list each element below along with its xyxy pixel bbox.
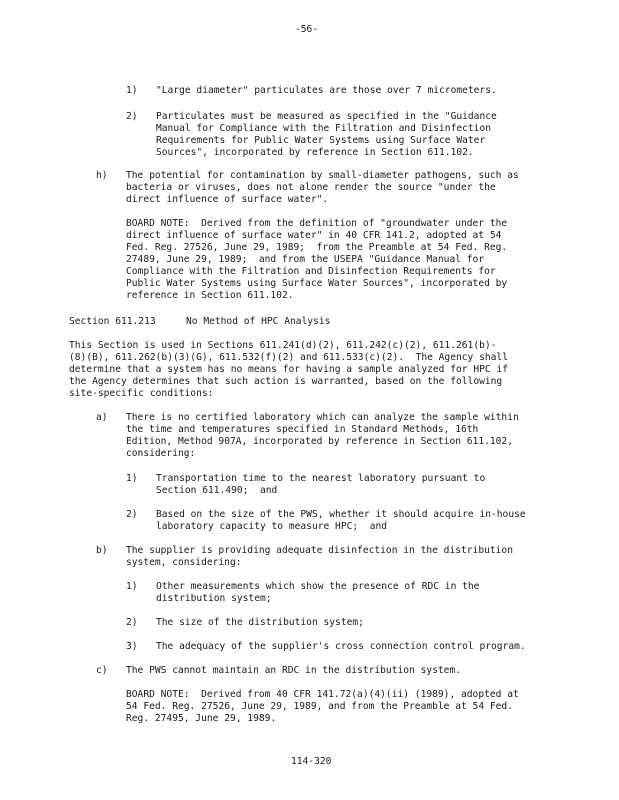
intro-line: determine that a system has no means for having a sample analyzed for HPC if xyxy=(69,364,508,375)
list-2-label: 2) xyxy=(126,111,138,122)
list-2-text xyxy=(156,111,497,159)
item-b-sub-1-line: distribution system; xyxy=(156,593,272,604)
item-b-sub-1-label: 1) xyxy=(126,581,138,592)
item-b-line: The supplier is providing adequate disinfection in the distribution xyxy=(126,545,513,556)
item-b-sub-1-line: Other measurements which show the presence of RDC in the xyxy=(156,581,480,592)
intro-line: the Agency determines that such action is warranted, based on the following xyxy=(69,376,503,387)
board-note-2 xyxy=(126,689,519,725)
section-title: No Method of HPC Analysis xyxy=(186,316,331,327)
item-b-sub-3-label: 3) xyxy=(126,641,138,652)
list-2-line: Sources", incorporated by reference in Section 611.102. xyxy=(156,147,474,158)
intro-line: site-specific conditions: xyxy=(69,388,214,399)
board-note-1-line: reference in Section 611.102. xyxy=(126,290,294,301)
item-a-sub-2-line: laboratory capacity to measure HPC; and xyxy=(156,521,388,532)
item-a-label: a) xyxy=(96,412,108,423)
board-note-2-line: Reg. 27495, June 29, 1989. xyxy=(126,713,277,724)
item-c-text: The PWS cannot maintain an RDC in the distribution system. xyxy=(126,665,462,676)
board-note-1 xyxy=(126,218,507,302)
item-a-sub-1-line: Transportation time to the nearest laboratory pursuant to xyxy=(156,473,486,484)
item-a-sub-1-label: 1) xyxy=(126,473,138,484)
item-c-label: c) xyxy=(96,665,108,676)
item-a-text xyxy=(126,412,519,460)
section-number: Section 611.213 xyxy=(69,316,156,327)
item-b-sub-1-text xyxy=(156,581,479,605)
item-a-sub-2-line: Based on the size of the PWS, whether it should acquire in-house xyxy=(156,509,526,520)
list-2-line: Manual for Compliance with the Filtration and Disinfection xyxy=(156,123,492,134)
intro-line: This Section is used in Sections 611.241(d)(2), 611.242(c)(2), 611.261(b)- xyxy=(69,340,497,351)
item-h-line: bacteria or viruses, does not alone render the source "under the xyxy=(126,182,496,193)
board-note-1-line: Compliance with the Filtration and Disinfection Requirements for xyxy=(126,266,496,277)
item-h-label: h) xyxy=(96,170,108,181)
item-a-sub-2-label: 2) xyxy=(126,509,138,520)
board-note-1-line: Fed. Reg. 27526, June 29, 1989; from the Preamble at 54 Fed. Reg. xyxy=(126,242,508,253)
list-1-label: 1) xyxy=(126,85,138,96)
board-note-1-line: direct influence of surface water" in 40 CFR 141.2, adopted at 54 xyxy=(126,230,502,241)
list-1-text: "Large diameter" particulates are those over 7 micrometers. xyxy=(156,85,497,96)
board-note-1-line: Public Water Systems using Surface Water Sources", incorporated by xyxy=(126,278,508,289)
item-b-sub-2-text: The size of the distribution system; xyxy=(156,617,364,628)
item-b-sub-3-text: The adequacy of the supplier's cross connection control program. xyxy=(156,641,526,652)
item-a-sub-1-line: Section 611.490; and xyxy=(156,485,278,496)
item-h-line: direct influence of surface water". xyxy=(126,194,329,205)
board-note-2-line: BOARD NOTE: Derived from 40 CFR 141.72(a)(4)(ii) (1989), adopted at xyxy=(126,689,519,700)
board-note-1-line: 27489, June 29, 1989; and from the USEPA "Guidance Manual for xyxy=(126,254,485,265)
intro-line: (8)(B), 611.262(b)(3)(G), 611.532(f)(2) and 611.533(c)(2). The Agency shall xyxy=(69,352,508,363)
list-2-line: Particulates must be measured as specified in the "Guidance xyxy=(156,111,497,122)
page-number-top: -56- xyxy=(295,24,319,35)
item-h-text xyxy=(126,170,519,206)
item-a-line: Edition, Method 907A, incorporated by reference in Section 611.102, xyxy=(126,436,513,447)
item-b-text xyxy=(126,545,513,569)
item-a-line: the time and temperatures specified in Standard Methods, 16th xyxy=(126,424,479,435)
item-a-sub-1-text xyxy=(156,473,485,497)
board-note-2-line: 54 Fed. Reg. 27526, June 29, 1989, and from the Preamble at 54 Fed. xyxy=(126,701,513,712)
item-a-line: There is no certified laboratory which can analyze the sample within xyxy=(126,412,519,423)
item-a-sub-2-text xyxy=(156,509,526,533)
item-b-sub-2-label: 2) xyxy=(126,617,138,628)
item-b-label: b) xyxy=(96,545,108,556)
item-a-line: considering: xyxy=(126,448,196,459)
list-2-line: Requirements for Public Water Systems using Surface Water xyxy=(156,135,486,146)
page-number-bottom: 114-320 xyxy=(291,756,332,767)
board-note-1-line: BOARD NOTE: Derived from the definition of "groundwater under the xyxy=(126,218,508,229)
intro-paragraph xyxy=(69,340,508,400)
item-h-line: The potential for contamination by small-diameter pathogens, such as xyxy=(126,170,519,181)
item-b-line: system, considering: xyxy=(126,557,242,568)
